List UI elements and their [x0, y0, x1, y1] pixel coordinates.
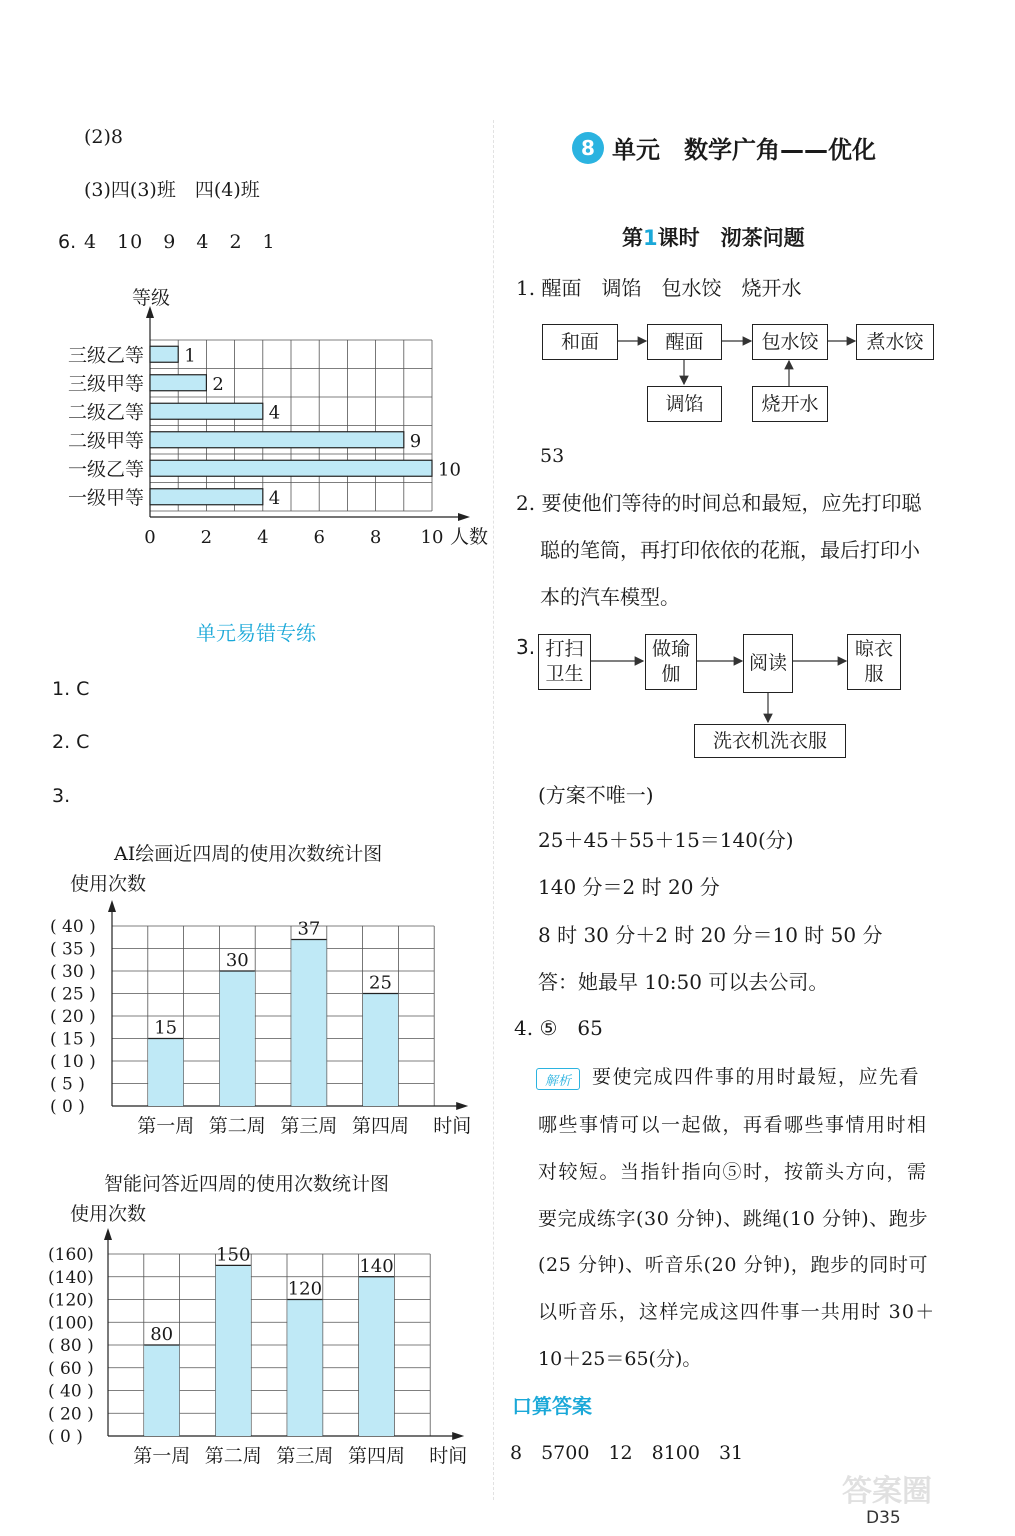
error-item-1: 1. C [52, 678, 90, 700]
flow-box-hang-clothes: 晾衣服 [847, 634, 901, 690]
x-tick-label: 10 [420, 527, 444, 548]
watermark-logo: 答案圈 [842, 1474, 932, 1509]
y-tick-label: ( 0 ) [48, 1427, 83, 1447]
analysis-line-6: 以听音乐，这样完成这四件事一共用时 30＋ [538, 1301, 936, 1323]
x-tick-label: 2 [200, 527, 213, 548]
x-category-label: 第一周 [133, 1445, 191, 1467]
bar-value-label: 30 [225, 950, 249, 971]
analysis-line-4: 要完成练字(30 分钟)、跳绳(10 分钟)、跑步 [538, 1208, 929, 1230]
lesson-post: 课时 沏茶问题 [657, 226, 805, 250]
page-number: D35 [866, 1508, 901, 1528]
flow-box-knead: 和面 [542, 324, 618, 360]
unit-title: 单元 数学广角——优化 [612, 136, 876, 164]
y-tick-label: ( 30 ) [50, 962, 96, 982]
q3-calc-1: 25＋45＋55＋15＝140(分) [538, 828, 794, 852]
flow-box-filling: 调馅 [647, 386, 722, 422]
y-axis-label: 等级 [132, 287, 171, 309]
x-category-label: 第四周 [347, 1445, 406, 1467]
y-tick-label: (160) [48, 1245, 94, 1265]
answer-5-3: (3)四(3)班 四(4)班 [84, 179, 260, 201]
analysis-line-1: 要使完成四件事的用时最短，应先看 [592, 1066, 921, 1088]
flow-box-read: 阅读 [743, 634, 793, 693]
bar-value-label: 9 [409, 430, 422, 452]
chart-title: 智能问答近四周的使用次数统计图 [104, 1173, 390, 1195]
bar-value-label: 140 [359, 1255, 394, 1277]
oral-calc-values: 8 5700 12 8100 31 [510, 1442, 744, 1464]
x-category-label: 第三周 [280, 1115, 338, 1137]
y-tick-label: ( 15 ) [50, 1029, 96, 1050]
x-category-label: 第一周 [137, 1115, 195, 1137]
analysis-tag: 解析 [536, 1068, 580, 1090]
x-tick-label: 8 [369, 527, 382, 548]
y-tick-label: (100) [48, 1313, 94, 1334]
analysis-line-7: 10＋25＝65(分)。 [538, 1348, 702, 1370]
q3-answer: 答：她最早 10:50 可以去公司。 [538, 970, 829, 994]
q3-calc-2: 140 分＝2 时 20 分 [538, 875, 720, 899]
y-tick-label: ( 0 ) [50, 1097, 85, 1117]
unit-badge: 8 [572, 132, 604, 164]
category-label: 三级乙等 [67, 344, 144, 367]
y-tick-label: (120) [48, 1290, 94, 1311]
bar-value-label: 4 [268, 487, 281, 509]
category-label: 一级甲等 [67, 486, 144, 509]
error-item-3: 3. [52, 785, 71, 807]
analysis-line-5: (25 分钟)、听音乐(20 分钟)，跑步的同时可 [538, 1254, 929, 1276]
y-tick-label: ( 35 ) [50, 939, 96, 960]
x-category-label: 第二周 [204, 1445, 262, 1467]
oral-calc-title: 口算答案 [512, 1394, 592, 1418]
y-tick-label: ( 25 ) [50, 984, 96, 1005]
flow-box-heat-water: 烧开水 [752, 386, 828, 422]
x-category-label: 第三周 [276, 1445, 334, 1467]
y-axis-label: 使用次数 [70, 1203, 147, 1225]
x-axis-label: 时间 [433, 1115, 472, 1137]
lesson-num: 1 [643, 226, 658, 250]
x-category-label: 第四周 [351, 1115, 410, 1137]
bar-value-label: 1 [184, 345, 196, 367]
category-label: 二级乙等 [67, 401, 144, 424]
q6-values: 4 10 9 4 2 1 [84, 231, 276, 253]
bar-value-label: 37 [297, 918, 321, 940]
x-tick-label: 0 [144, 527, 156, 548]
analysis-line-2: 哪些事情可以一起做，再看哪些事情用时相 [538, 1114, 928, 1136]
x-category-label: 第二周 [208, 1115, 266, 1137]
flow-box-boil: 煮水饺 [856, 324, 934, 360]
x-tick-label: 4 [257, 527, 269, 548]
bar-value-label: 15 [154, 1017, 178, 1039]
flow-box-washing-machine: 洗衣机洗衣服 [694, 724, 846, 758]
category-label: 二级甲等 [67, 429, 144, 452]
q1-total: 53 [540, 445, 565, 467]
category-label: 三级甲等 [67, 372, 144, 395]
q3-note: (方案不唯一) [538, 783, 654, 807]
x-axis-label: 时间 [429, 1445, 468, 1467]
q3-calc-3: 8 时 30 分＋2 时 20 分＝10 时 50 分 [538, 923, 883, 947]
bar-value-label: 4 [268, 402, 281, 424]
chart-title: AI绘画近四周的使用次数统计图 [114, 843, 383, 865]
flow-box-yoga: 做瑜伽 [645, 634, 697, 690]
q4-answer: 4. ⑤ 65 [514, 1016, 603, 1040]
y-tick-label: (140) [48, 1267, 94, 1288]
x-axis-label: 人数 [450, 526, 489, 548]
y-tick-label: ( 20 ) [48, 1404, 94, 1425]
q3-label: 3. [516, 635, 536, 659]
category-label: 一级乙等 [67, 458, 144, 481]
bar-value-label: 10 [438, 459, 461, 481]
y-tick-label: ( 10 ) [50, 1052, 96, 1072]
y-axis-label: 使用次数 [70, 873, 147, 895]
flow-box-rest-dough: 醒面 [647, 324, 722, 360]
q1-answer-line: 1. 醒面 调馅 包水饺 烧开水 [516, 276, 802, 300]
error-item-2: 2. C [52, 731, 90, 753]
bar-value-label: 25 [369, 972, 392, 994]
answer-5-2: (2)8 [84, 126, 124, 148]
q6-label: 6. [58, 231, 77, 253]
flow-box-wrap: 包水饺 [752, 324, 828, 360]
q2-line-1: 2. 要使他们等待的时间总和最短，应先打印聪 [516, 491, 922, 515]
bar-value-label: 2 [212, 373, 224, 395]
y-tick-label: ( 80 ) [48, 1336, 94, 1356]
y-tick-label: ( 40 ) [48, 1381, 94, 1402]
bar-value-label: 150 [216, 1244, 251, 1266]
x-tick-label: 6 [313, 527, 325, 548]
y-tick-label: ( 40 ) [50, 917, 96, 937]
y-tick-label: ( 20 ) [50, 1007, 96, 1027]
bar-value-label: 80 [150, 1324, 174, 1345]
y-tick-label: ( 60 ) [48, 1358, 94, 1379]
y-tick-label: ( 5 ) [50, 1074, 85, 1095]
q2-line-2: 聪的笔筒，再打印依依的花瓶，最后打印小 [540, 538, 920, 562]
analysis-line-3: 对较短。当指针指向⑤时，按箭头方向，需 [538, 1161, 928, 1183]
lesson-pre: 第 [622, 226, 643, 250]
q2-line-3: 本的汽车模型。 [540, 585, 680, 609]
section-title-errors: 单元易错专练 [196, 621, 316, 645]
bar-value-label: 120 [287, 1278, 323, 1300]
flow-box-clean: 打扫卫生 [538, 634, 591, 690]
